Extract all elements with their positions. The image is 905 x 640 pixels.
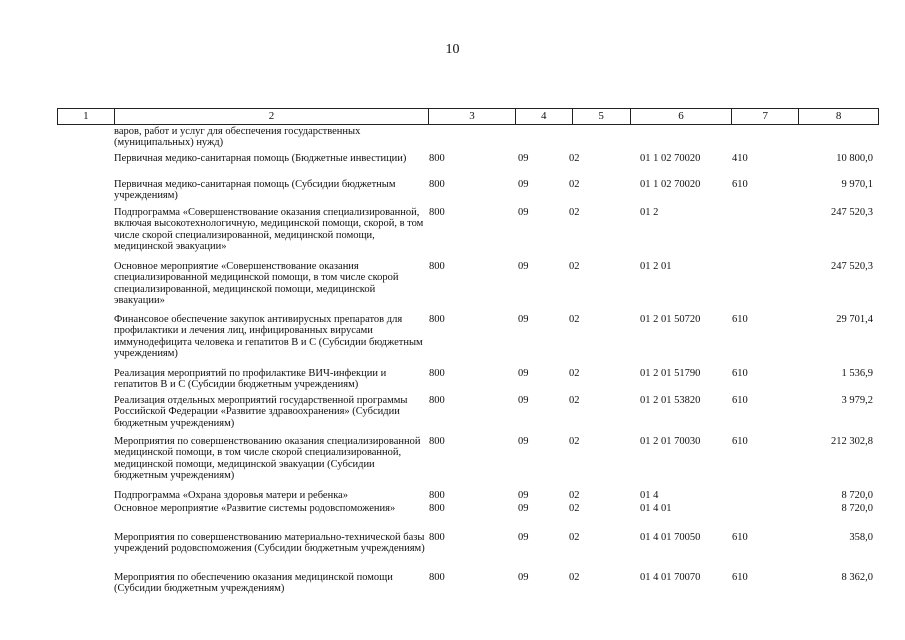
row-c4: 09 <box>518 207 529 218</box>
row-c4: 09 <box>518 395 529 406</box>
row-c8: 29 701,4 <box>836 314 873 325</box>
row-name: Основное мероприятие «Развитие системы родовспоможения» <box>114 503 396 514</box>
row-c5: 02 <box>569 261 580 272</box>
header-col-3: 3 <box>429 109 516 124</box>
row-c4: 09 <box>518 153 529 164</box>
row-name: Подпрограмма «Охрана здоровья матери и ребенка» <box>114 490 349 501</box>
row-c8: 8 362,0 <box>841 572 873 583</box>
row-c6: 01 4 01 70050 <box>640 532 701 543</box>
row-name: Мероприятия по обеспечению оказания медицинской помощи (Субсидии бюджетным учреждениям) <box>114 572 393 595</box>
row-c3: 800 <box>429 314 445 325</box>
row-c5: 02 <box>569 490 580 501</box>
row-c6: 01 4 01 <box>640 503 672 514</box>
row-c4: 09 <box>518 179 529 190</box>
row-c6: 01 4 01 70070 <box>640 572 701 583</box>
row-c4: 09 <box>518 436 529 447</box>
row-c3: 800 <box>429 490 445 501</box>
header-col-5: 5 <box>573 109 631 124</box>
row-c7: 410 <box>732 153 748 164</box>
row-c5: 02 <box>569 179 580 190</box>
table-body <box>57 126 879 600</box>
header-col-8: 8 <box>835 110 842 122</box>
row-c5: 02 <box>569 153 580 164</box>
row-c4: 09 <box>518 503 529 514</box>
table-row <box>57 153 879 179</box>
table-row <box>57 207 879 261</box>
row-name: Подпрограмма «Совершенствование оказания специализированной, включая высокотехнологичную, медицинской помощи, скорой, в том числе скорой специализированной, медицинской помощи, медицинской эвакуации» <box>114 207 424 253</box>
row-c8: 8 720,0 <box>841 490 873 501</box>
row-c6: 01 2 01 51790 <box>640 368 701 379</box>
table-row <box>57 261 879 314</box>
table-row <box>57 532 879 572</box>
row-c5: 02 <box>569 368 580 379</box>
page-number: 10 <box>445 42 460 57</box>
row-c7: 610 <box>732 436 748 447</box>
row-c3: 800 <box>429 261 445 272</box>
row-c6: 01 2 01 70030 <box>640 436 701 447</box>
row-c8: 8 720,0 <box>841 503 873 514</box>
row-c7: 610 <box>732 532 748 543</box>
table-row <box>57 436 879 490</box>
row-c3: 800 <box>429 395 445 406</box>
row-c8: 212 302,8 <box>831 436 873 447</box>
row-c3: 800 <box>429 153 445 164</box>
row-name: Первичная медико-санитарная помощь (Субсидии бюджетным учреждениям) <box>114 179 396 202</box>
row-c5: 02 <box>569 207 580 218</box>
row-c4: 09 <box>518 532 529 543</box>
row-c5: 02 <box>569 503 580 514</box>
row-c8: 1 536,9 <box>841 368 873 379</box>
table-row <box>57 395 879 436</box>
header-col-4: 4 <box>516 109 573 124</box>
header-col-1: 1 <box>58 109 115 124</box>
row-c6: 01 1 02 70020 <box>640 179 701 190</box>
row-c6: 01 2 01 <box>640 261 672 272</box>
row-name: Реализация отдельных мероприятий государственной программы Российской Федерации «Развитие здравоохранения» (Субсидии бюджетным учреждениям) <box>114 395 408 429</box>
row-c3: 800 <box>429 572 445 583</box>
row-c8: 9 970,1 <box>841 179 873 190</box>
row-c3: 800 <box>429 436 445 447</box>
header-col-6: 6 <box>631 109 733 124</box>
row-name: Мероприятия по совершенствованию материально-технической базы учреждений родовспоможения (Субсидии бюджетным учреждениям) <box>114 532 425 555</box>
row-c7: 610 <box>732 179 748 190</box>
table-row <box>57 179 879 207</box>
row-c4: 09 <box>518 261 529 272</box>
row-c4: 09 <box>518 368 529 379</box>
table-row <box>57 314 879 368</box>
row-c4: 09 <box>518 572 529 583</box>
row-c8: 10 800,0 <box>836 153 873 164</box>
header-col-2: 2 <box>115 109 429 124</box>
table-row <box>57 572 879 600</box>
row-name: варов, работ и услуг для обеспечения государственных (муниципальных) нужд) <box>114 126 361 149</box>
row-name: Основное мероприятие «Совершенствование оказания специализированной медицинской помощи, в том числе скорой специализированной, медицинской помощи, медицинской эвакуации» <box>114 261 399 307</box>
row-c3: 800 <box>429 368 445 379</box>
row-c5: 02 <box>569 532 580 543</box>
row-c8: 358,0 <box>849 532 873 543</box>
row-c7: 610 <box>732 395 748 406</box>
row-c8: 247 520,3 <box>831 261 873 272</box>
row-c5: 02 <box>569 314 580 325</box>
row-c5: 02 <box>569 436 580 447</box>
row-c7: 610 <box>732 314 748 325</box>
row-c5: 02 <box>569 572 580 583</box>
row-c3: 800 <box>429 503 445 514</box>
header-col-7: 7 <box>732 109 799 124</box>
row-c7: 610 <box>732 572 748 583</box>
row-c3: 800 <box>429 207 445 218</box>
table-row <box>57 368 879 395</box>
table-row <box>57 503 879 532</box>
table-row <box>57 126 879 153</box>
row-c5: 02 <box>569 395 580 406</box>
row-c6: 01 4 <box>640 490 659 501</box>
row-c7: 610 <box>732 368 748 379</box>
row-c8: 247 520,3 <box>831 207 873 218</box>
row-c8: 3 979,2 <box>841 395 873 406</box>
row-name: Мероприятия по совершенствованию оказания специализированной медицинской помощи, в том числе скорой специализированной, медицинской помощи, медицинской эвакуации (Субсидии бюджетным учреждениям) <box>114 436 421 482</box>
row-c4: 09 <box>518 490 529 501</box>
row-name: Финансовое обеспечение закупок антивирусных препаратов для профилактики и лечения лиц, инфицированных вирусами иммунодефицита человека и гепатитов В и С (Субсидии бюджетным учреждениям) <box>114 314 423 360</box>
table-row <box>57 490 879 503</box>
row-c6: 01 2 01 50720 <box>640 314 701 325</box>
row-c6: 01 2 01 53820 <box>640 395 701 406</box>
row-c6: 01 2 <box>640 207 659 218</box>
row-c3: 800 <box>429 179 445 190</box>
row-name: Реализация мероприятий по профилактике ВИЧ-инфекции и гепатитов В и С (Субсидии бюджетным учреждениям) <box>114 368 387 391</box>
row-c4: 09 <box>518 314 529 325</box>
row-name: Первичная медико-санитарная помощь (Бюджетные инвестиции) <box>114 153 407 164</box>
row-c3: 800 <box>429 532 445 543</box>
table-header <box>57 108 879 125</box>
row-c6: 01 1 02 70020 <box>640 153 701 164</box>
